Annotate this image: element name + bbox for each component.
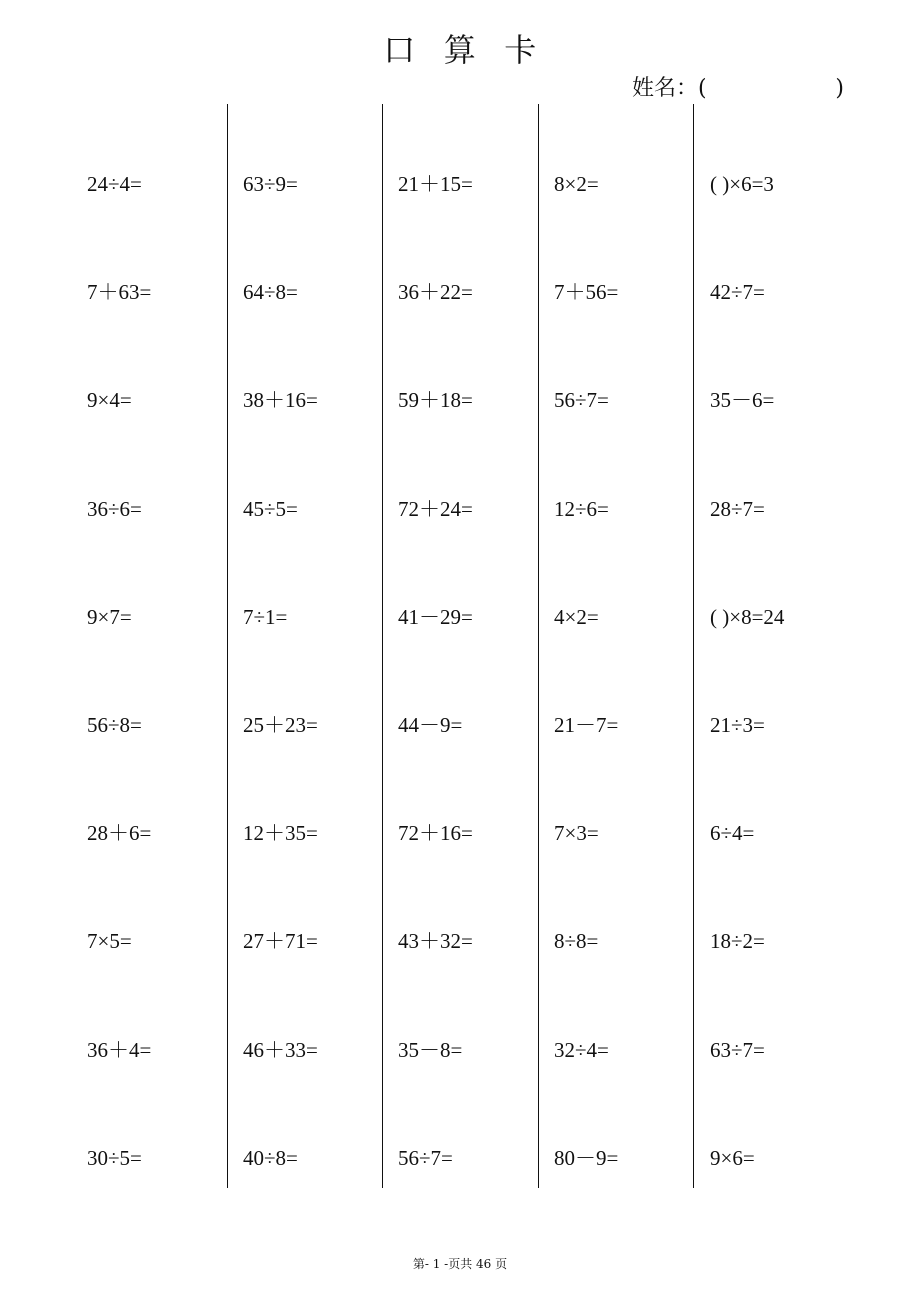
math-problem: ( )×8=24 <box>710 605 785 629</box>
math-problem: 80－9= <box>554 1146 619 1170</box>
column-divider <box>693 104 694 1188</box>
math-problem: 21÷3= <box>710 713 765 737</box>
math-problem: 45÷5= <box>243 497 298 521</box>
math-problem: 6÷4= <box>710 821 755 845</box>
math-problem: 36＋22= <box>398 280 473 304</box>
math-problem: 9×6= <box>710 1146 755 1170</box>
math-problem: 56÷7= <box>554 388 609 412</box>
math-problem: 40÷8= <box>243 1146 298 1170</box>
math-problem: 36＋4= <box>87 1038 152 1062</box>
math-problem: 4×2= <box>554 605 599 629</box>
math-problem: 41－29= <box>398 605 473 629</box>
title-char: 算 <box>443 31 477 69</box>
name-paren-close: ) <box>835 76 844 101</box>
math-problem: 35－6= <box>710 388 775 412</box>
title-char: 卡 <box>504 31 537 69</box>
math-problem: 12＋35= <box>243 821 318 845</box>
math-problem: 24÷4= <box>87 172 142 196</box>
math-problem: 56÷7= <box>398 1146 453 1170</box>
name-field[interactable] <box>632 74 844 104</box>
math-problem: 32÷4= <box>554 1038 609 1062</box>
column-divider <box>382 104 383 1188</box>
math-problem: 21＋15= <box>398 172 473 196</box>
title-char: 口 <box>383 31 416 69</box>
math-problem: 7＋63= <box>87 280 152 304</box>
math-problem: 28＋6= <box>87 821 152 845</box>
math-problem: 36÷6= <box>87 497 142 521</box>
math-problem: 12÷6= <box>554 497 609 521</box>
math-problem: 9×4= <box>87 388 132 412</box>
math-problem: 7×5= <box>87 929 132 953</box>
column-divider <box>227 104 228 1188</box>
math-problem: 18÷2= <box>710 929 765 953</box>
math-problem: 9×7= <box>87 605 132 629</box>
math-problem: 72＋16= <box>398 821 473 845</box>
math-problem: 46＋33= <box>243 1038 318 1062</box>
math-problem: 63÷9= <box>243 172 298 196</box>
math-problem: 72＋24= <box>398 497 473 521</box>
math-problem: 21－7= <box>554 713 619 737</box>
math-problem: 8÷8= <box>554 929 599 953</box>
page-title <box>0 30 920 70</box>
math-problem: 64÷8= <box>243 280 298 304</box>
math-problem: 59＋18= <box>398 388 473 412</box>
math-problem: 7÷1= <box>243 605 288 629</box>
name-label: 姓名：( <box>632 76 707 101</box>
page-footer: 第- 1 -页共 46 页 <box>412 1257 508 1271</box>
math-problem: 28÷7= <box>710 497 765 521</box>
math-problem: 44－9= <box>398 713 463 737</box>
math-problem: 7×3= <box>554 821 599 845</box>
math-problem: 27＋71= <box>243 929 318 953</box>
math-problem: 7＋56= <box>554 280 619 304</box>
math-problem: 38＋16= <box>243 388 318 412</box>
column-divider <box>538 104 539 1188</box>
math-problem: 35－8= <box>398 1038 463 1062</box>
math-problem: 30÷5= <box>87 1146 142 1170</box>
math-problem: 43＋32= <box>398 929 473 953</box>
math-problem: ( )×6=3 <box>710 172 774 196</box>
math-problem: 56÷8= <box>87 713 142 737</box>
math-problem: 25＋23= <box>243 713 318 737</box>
math-problem: 42÷7= <box>710 280 765 304</box>
math-problem: 63÷7= <box>710 1038 765 1062</box>
math-problem: 8×2= <box>554 172 599 196</box>
